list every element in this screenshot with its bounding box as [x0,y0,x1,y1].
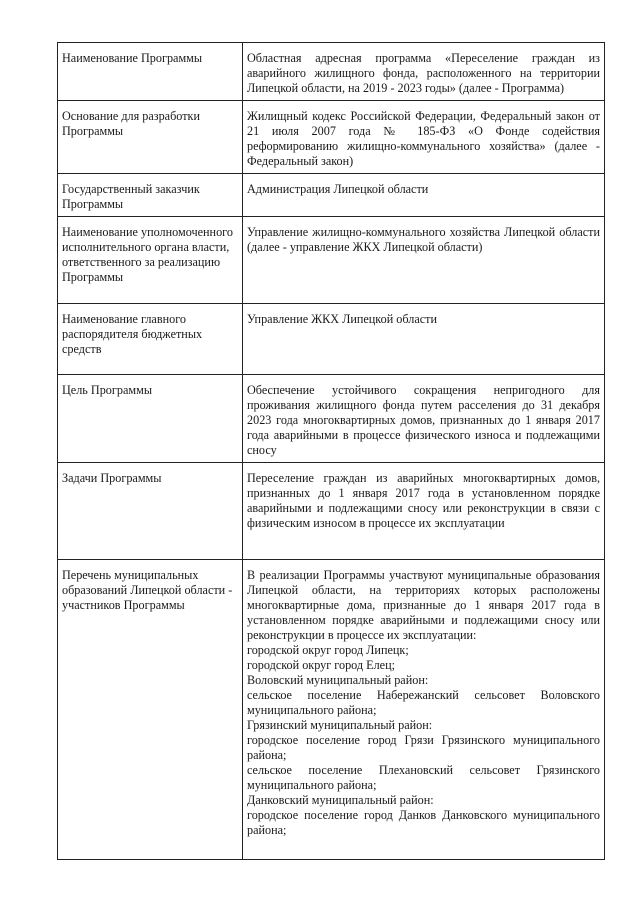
row-value-program-tasks: Переселение граждан из аварийных многоквартирных домов, признанных до 1 января 2017 года в установленном порядке аварийными и подлежащими сносу или реконструкции в связи с физическим износом в процессе их эксплуатации [243,463,605,560]
participant-item: Грязинский муниципальный район: [247,718,433,732]
participant-item: Данковский муниципальный район: [247,793,434,807]
table-row [58,217,605,304]
row-label-development-basis: Основание для разработки Программы [58,101,243,174]
table-row [58,101,605,174]
row-value-state-customer: Администрация Липецкой области [243,174,605,217]
table-row [58,463,605,560]
row-value-program-name: Областная адресная программа «Переселение граждан из аварийного жилищного фонда, расположенного на территории Липецкой области, на 2019 - 2023 годы» (далее - Программа) [243,43,605,101]
row-value-program-goal: Обеспечение устойчивого сокращения непригодного для проживания жилищного фонда путем расселения до 31 декабря 2023 года многоквартирных домов, признанных до 1 января 2017 года аварийными в процессе физического износа и подлежащими сносу [243,375,605,463]
row-label-budget-manager: Наименование главного распорядителя бюджетных средств [58,304,243,375]
participants-intro: В реализации Программы участвуют муниципальные образования Липецкой области, на территориях которых расположены многоквартирные дома, признанные до 1 января 2017 года в установленном порядке аварийными и подлежащими сносу или реконструкции в процессе их эксплуатации: [247,568,600,642]
participant-item: городское поселение город Грязи Грязинского муниципального района; [247,733,600,762]
table-row [58,375,605,463]
row-label-authorized-body: Наименование уполномоченного исполнительного органа власти, ответственного за реализацию Программы [58,217,243,304]
table-row [58,560,605,860]
participant-item: сельское поселение Набережанский сельсовет Воловского муниципального района; [247,688,600,717]
row-value-development-basis: Жилищный кодекс Российской Федерации, Федеральный закон от 21 июля 2007 года № 185-ФЗ «О Фонде содействия реформированию жилищно-коммунального хозяйства» (далее - Федеральный закон) [243,101,605,174]
row-value-budget-manager: Управление ЖКХ Липецкой области [243,304,605,375]
participant-item: городской округ город Елец; [247,658,396,672]
row-label-program-tasks: Задачи Программы [58,463,243,560]
participant-item: городское поселение город Данков Данковского муниципального района; [247,808,600,837]
program-passport-table [57,42,605,860]
row-label-program-goal: Цель Программы [58,375,243,463]
participant-item: Воловский муниципальный район: [247,673,429,687]
participant-item: городской округ город Липецк; [247,643,409,657]
row-label-participants: Перечень муниципальных образований Липецкой области - участников Программы [58,560,243,860]
table-row [58,43,605,101]
table-row [58,174,605,217]
participant-item: сельское поселение Плехановский сельсовет Грязинского муниципального района; [247,763,600,792]
row-value-participants [243,560,605,860]
table-row [58,304,605,375]
row-label-state-customer: Государственный заказчик Программы [58,174,243,217]
row-value-authorized-body: Управление жилищно-коммунального хозяйства Липецкой области (далее - управление ЖКХ Липецкой области) [243,217,605,304]
row-label-program-name: Наименование Программы [58,43,243,101]
